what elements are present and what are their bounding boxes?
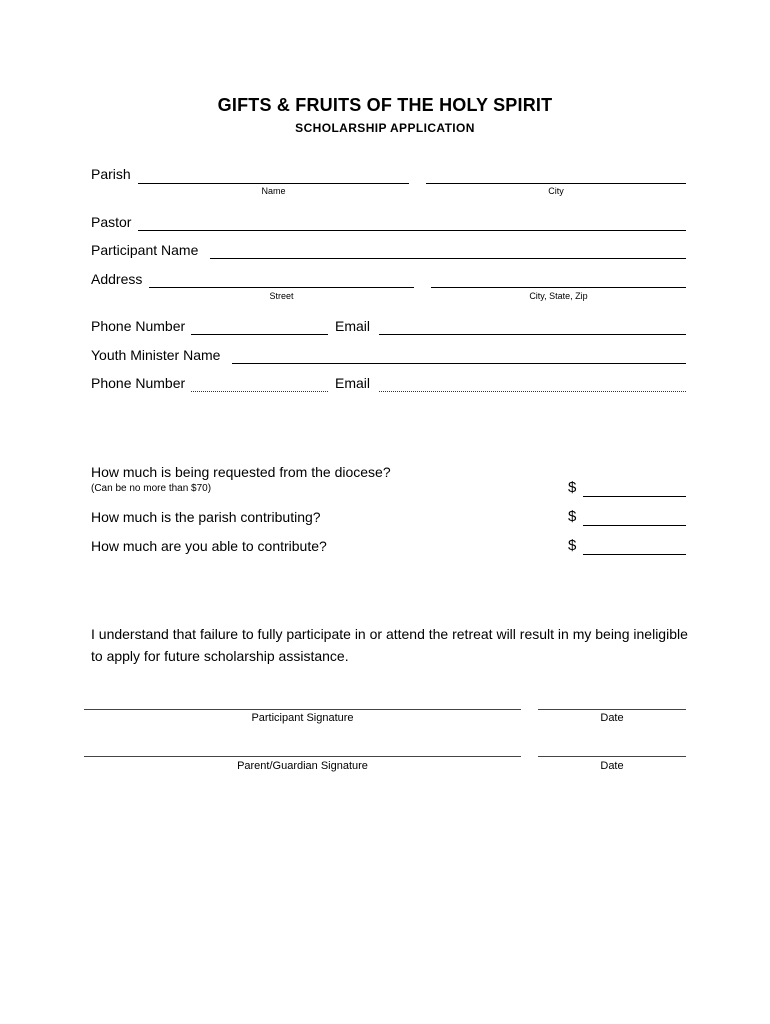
participant-name-label: Participant Name [91,242,199,258]
self-dollar-sign: $ [568,537,577,554]
diocese-request-question: How much is being requested from the diocese? [91,464,391,480]
form-title: GIFTS & FRUITS OF THE HOLY SPIRIT [217,95,553,115]
diocese-amount-field[interactable] [583,496,686,497]
pastor-field[interactable] [138,230,686,231]
participant-date-caption: Date [600,712,624,724]
participant-signature-caption: Participant Signature [251,712,354,724]
email-label: Email [335,318,371,334]
email-field[interactable] [379,334,686,335]
phone-number-field[interactable] [191,334,328,335]
agreement-statement: I understand that failure to fully participate in or attend the retreat will result in my being ineligible to apply for future scholarship assistance. [91,626,688,664]
participant-signature-line[interactable] [84,709,521,710]
diocese-request-note: (Can be no more than $70) [91,483,212,494]
city-state-zip-field[interactable] [431,287,686,288]
pastor-label: Pastor [91,214,132,230]
youth-minister-email-label: Email [335,375,371,391]
youth-minister-field[interactable] [232,363,686,364]
street-caption: Street [269,291,294,301]
youth-minister-email-field[interactable] [379,391,686,392]
self-contribution-question: How much are you able to contribute? [91,538,327,554]
youth-minister-phone-field[interactable] [191,391,328,392]
city-state-zip-caption: City, State, Zip [529,291,588,301]
self-amount-field[interactable] [583,554,686,555]
parish-city-field[interactable] [426,183,686,184]
guardian-signature-line[interactable] [84,756,521,757]
street-field[interactable] [149,287,414,288]
parish-city-caption: City [548,186,564,196]
address-label: Address [91,271,143,287]
guardian-date-line[interactable] [538,756,686,757]
diocese-dollar-sign: $ [568,479,577,496]
parish-amount-field[interactable] [583,525,686,526]
guardian-date-caption: Date [600,760,624,772]
participant-date-line[interactable] [538,709,686,710]
participant-name-field[interactable] [210,258,686,259]
parish-contribution-question: How much is the parish contributing? [91,509,321,525]
youth-minister-label: Youth Minister Name [91,347,221,363]
parish-label: Parish [91,166,131,182]
phone-number-label: Phone Number [91,318,186,334]
youth-minister-phone-label: Phone Number [91,375,186,391]
form-subtitle: SCHOLARSHIP APPLICATION [295,121,475,135]
parish-name-caption: Name [261,186,286,196]
parish-name-field[interactable] [138,183,409,184]
parish-dollar-sign: $ [568,508,577,525]
guardian-signature-caption: Parent/Guardian Signature [237,760,368,772]
